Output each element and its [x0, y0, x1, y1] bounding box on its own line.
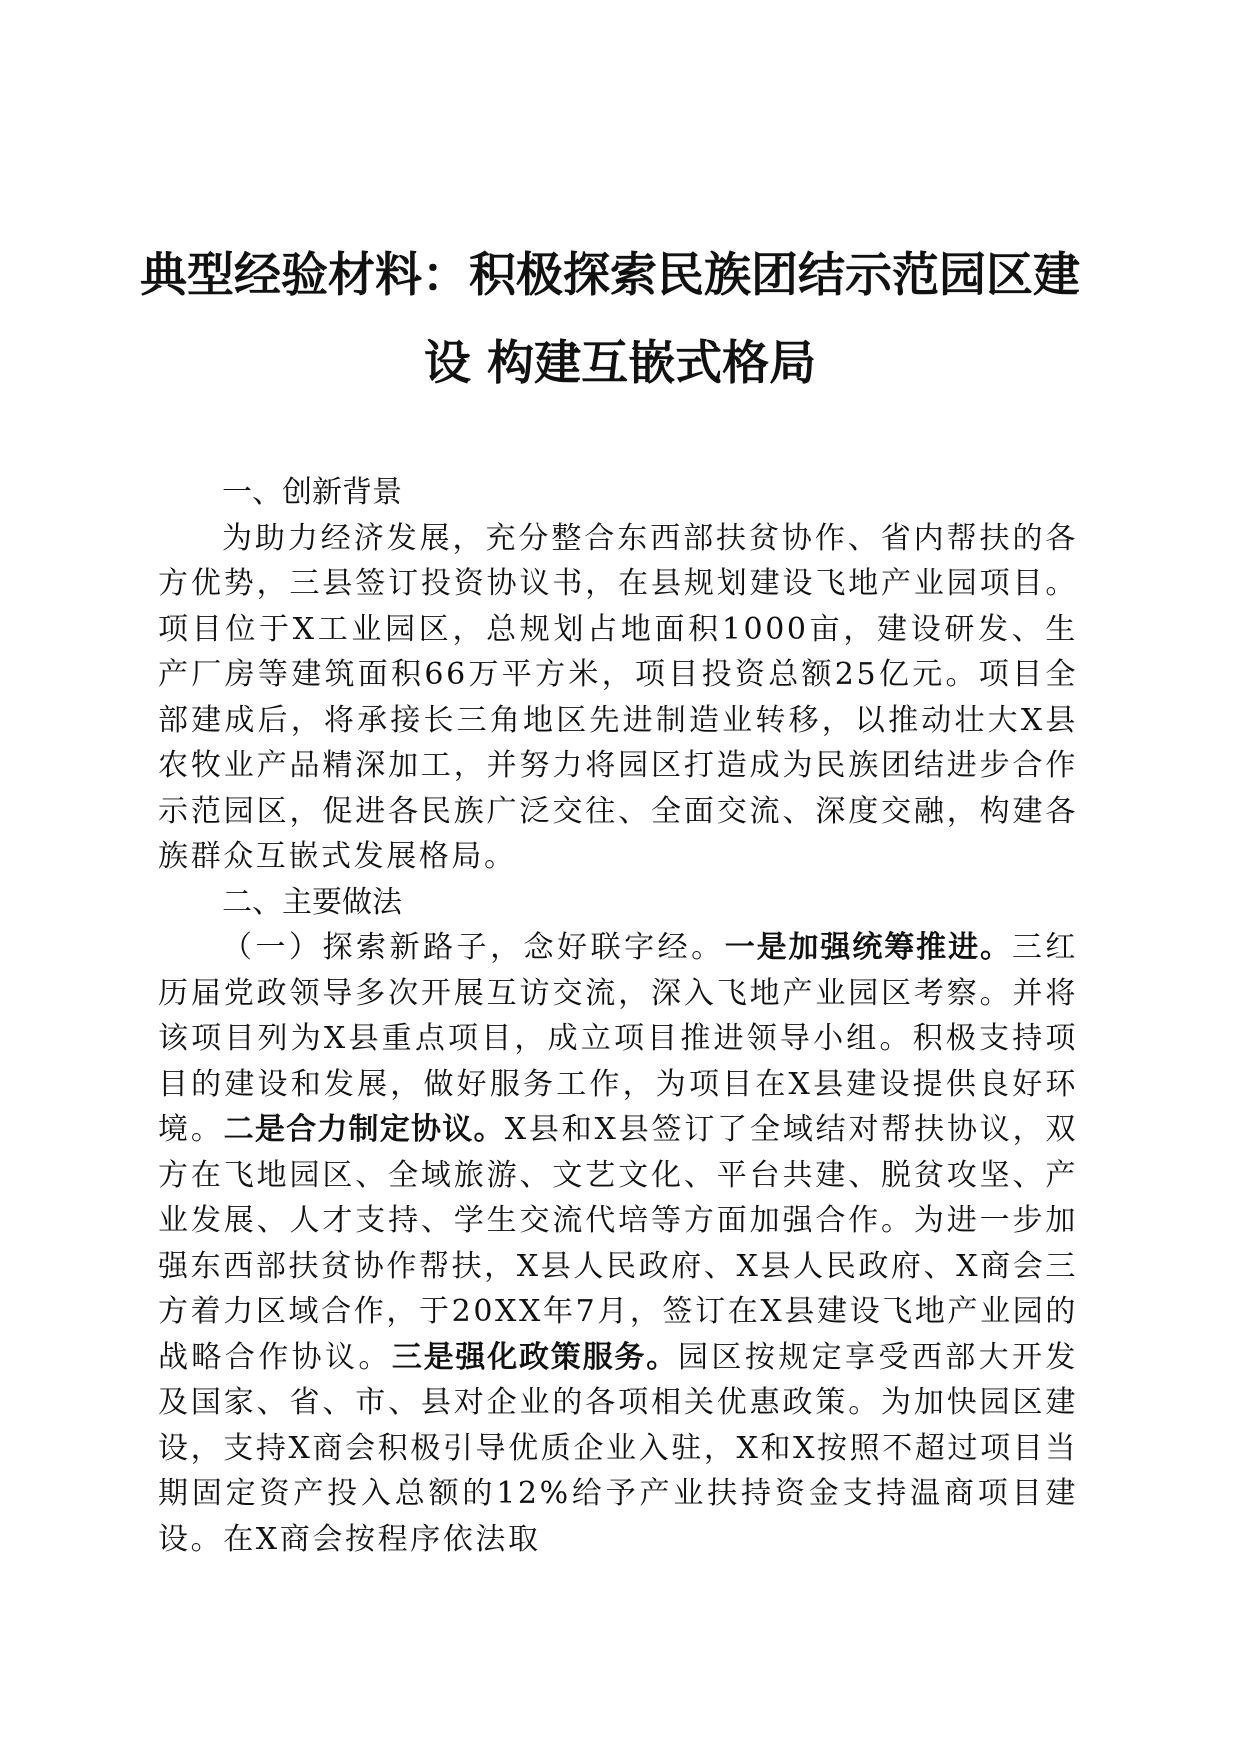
paragraph-main-practices: [158, 925, 1078, 1562]
bold-point-2: 二是合力制定协议。: [223, 1112, 505, 1147]
document-title: [140, 232, 1100, 408]
document-body: [158, 470, 1078, 1562]
paragraph-background: 为助力经济发展，充分整合东西部扶贫协作、省内帮扶的各方优势，三县签订投资协议书，在县规划建设飞地产业园项目。项目位于X工业园区，总规划占地面积1000亩，建设研发、生产厂房等建筑面积66万平方米，项目投资总额25亿元。项目全部建成后，将承接长三角地区先进制造业转移，以推动壮大X县农牧业产品精深加工，并努力将园区打造成为民族团结进步合作示范园区，促进各民族广泛交往、全面交流、深度交融，构建各族群众互嵌式发展格局。: [158, 520, 1078, 874]
point-2-text: X县和X县签订了全域结对帮扶协议，双方在飞地园区、全域旅游、文艺文化、平台共建、脱贫攻坚、产业发展、人才支持、学生交流代培等方面加强合作。为进一步加强东西部扶贫协作帮扶，X县人民政府、X县人民政府、X商会三方着力区域合作，于20XX年7月，签订在X县建设飞地产业园的战略合作协议。: [158, 1112, 1079, 1375]
subsection-intro: （一）探索新路子，念好联字经。: [222, 930, 725, 965]
bold-point-3: 三是强化政策服务。: [391, 1339, 679, 1375]
title-line-2: 设 构建互嵌式格局: [423, 336, 817, 391]
section-heading-background: 一、创新背景: [222, 475, 402, 510]
title-line-1: 典型经验材料：积极探索民族团结示范园区建: [140, 248, 1080, 303]
point-3-text: 园区按规定享受西部大开发及国家、省、市、县对企业的各项相关优惠政策。为加快园区建设，支持X商会积极引导优质企业入驻，X和X按照不超过项目当期固定资产投入总额的12%给予产业扶持资金支持温商项目建设。在X商会按程序依法取: [158, 1339, 1079, 1557]
point-1-text: 三红历届党政领导多次开展互访交流，深入飞地产业园区考察。并将该项目列为X县重点项目，成立项目推进领导小组。积极支持项目的建设和发展，做好服务工作，为项目在X县建设提供良好环境。: [158, 930, 1079, 1147]
bold-point-1: 一是加强统筹推进。: [724, 930, 1012, 965]
section-heading-main-practices: 二、主要做法: [222, 884, 402, 920]
